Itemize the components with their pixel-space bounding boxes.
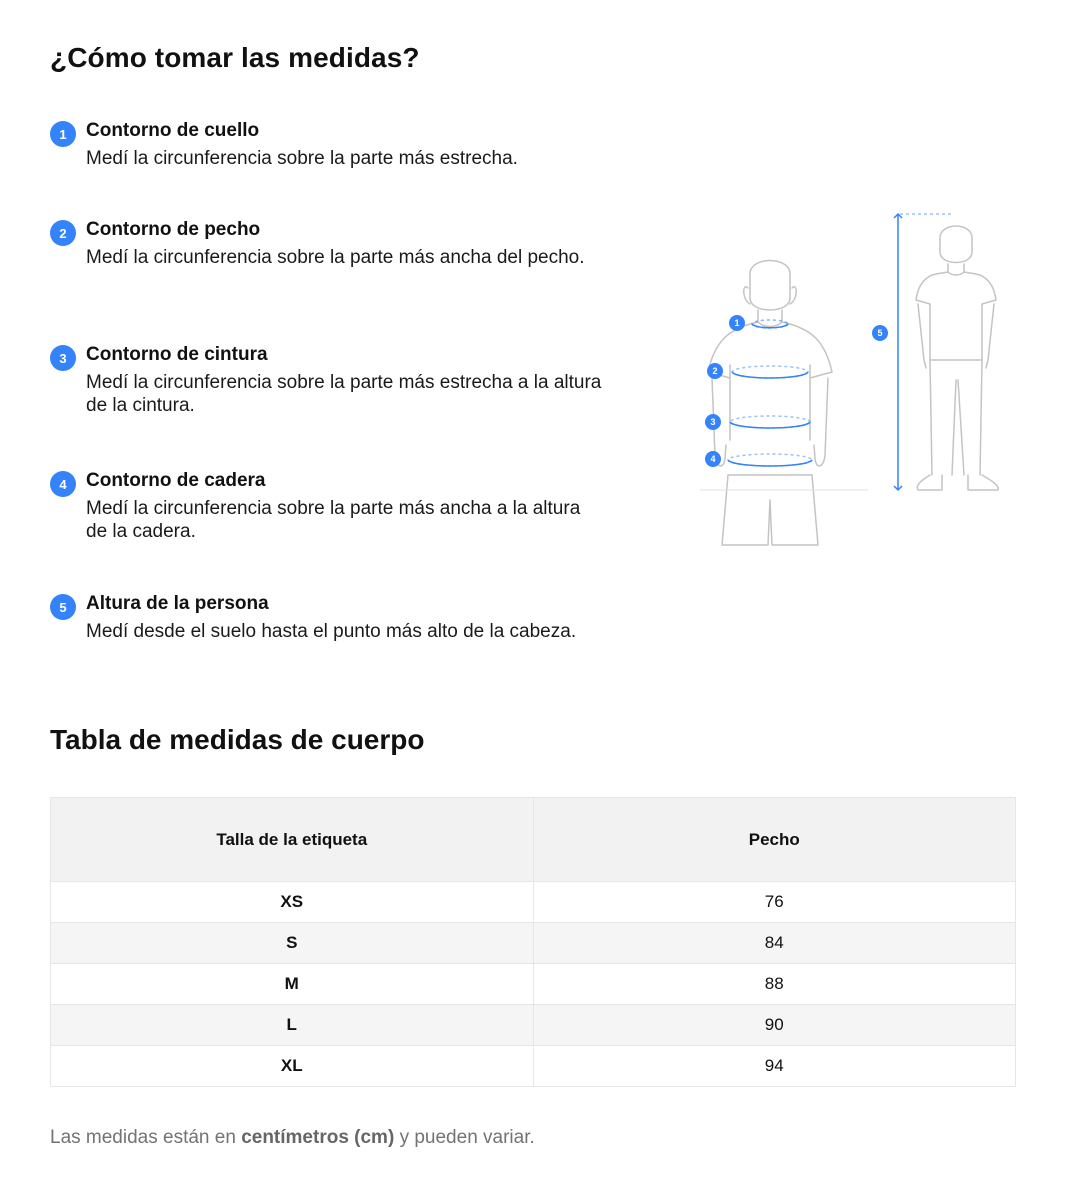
how-to-measure-title: ¿Cómo tomar las medidas? [50, 42, 420, 73]
column-header-chest: Pecho [533, 798, 1016, 882]
measurement-illustration [690, 200, 1020, 560]
step-title: Contorno de cuello [86, 120, 260, 141]
marker-3-label: 3 [710, 417, 716, 427]
table-row [51, 964, 1016, 1005]
step-number-badge: 3 [50, 345, 76, 371]
step-description: Medí la circunferencia sobre la parte más estrecha a la altura de la cintura. [86, 372, 602, 416]
step-description: Medí la circunferencia sobre la parte más ancha del pecho. [86, 247, 585, 268]
step-number-badge: 5 [50, 594, 76, 620]
table-row [51, 882, 1016, 923]
step-number-badge: 2 [50, 220, 76, 246]
marker-2-label: 2 [712, 366, 718, 376]
step-description: Medí la circunferencia sobre la parte más estrecha. [86, 148, 518, 169]
front-body-figure [708, 261, 832, 546]
size-cell: XS [51, 882, 534, 923]
marker-1-label: 1 [734, 318, 740, 328]
waist-arrow [730, 422, 810, 428]
units-note-emphasis: centímetros (cm) [241, 1127, 395, 1148]
chest-arrow [732, 372, 808, 378]
size-cell: M [51, 964, 534, 1005]
step-description: Medí desde el suelo hasta el punto más alto de la cabeza. [86, 621, 577, 642]
size-table [50, 797, 1016, 1087]
chest-cell: 88 [533, 964, 1016, 1005]
table-row [51, 1046, 1016, 1087]
chest-cell: 94 [533, 1046, 1016, 1087]
column-header-size: Talla de la etiqueta [51, 798, 534, 882]
size-table-title: Tabla de medidas de cuerpo [50, 724, 425, 755]
size-cell: S [51, 923, 534, 964]
table-row [51, 923, 1016, 964]
chest-cell: 84 [533, 923, 1016, 964]
size-cell: XL [51, 1046, 534, 1087]
table-header-row [51, 798, 1016, 882]
units-note-suffix: y pueden variar. [394, 1127, 535, 1148]
standing-figure [916, 226, 998, 490]
chest-cell: 76 [533, 882, 1016, 923]
marker-4-label: 4 [710, 454, 716, 464]
step-title: Contorno de cadera [86, 470, 266, 491]
step-number-badge: 4 [50, 471, 76, 497]
step-title: Contorno de pecho [86, 219, 261, 240]
step-title: Altura de la persona [86, 593, 269, 614]
marker-5-label: 5 [877, 328, 883, 338]
size-cell: L [51, 1005, 534, 1046]
chest-cell: 90 [533, 1005, 1016, 1046]
units-note [50, 1127, 535, 1149]
hip-arrow [728, 460, 812, 466]
step-title: Contorno de cintura [86, 344, 268, 365]
step-number-badge: 1 [50, 121, 76, 147]
units-note-prefix: Las medidas están en [50, 1127, 242, 1148]
table-row [51, 1005, 1016, 1046]
step-description: Medí la circunferencia sobre la parte más ancha a la altura de la cadera. [86, 498, 581, 542]
